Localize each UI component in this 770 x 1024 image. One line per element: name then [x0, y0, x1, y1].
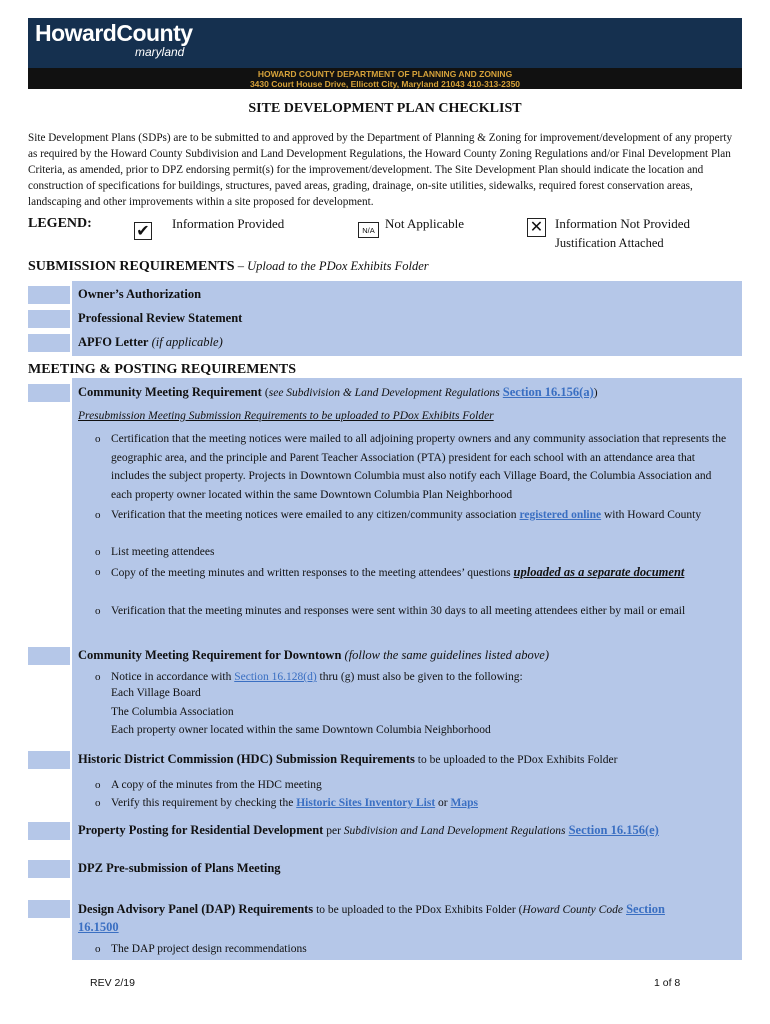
registered-online-link[interactable]: registered online: [519, 509, 602, 521]
hdc-checkbox[interactable]: [28, 751, 70, 769]
apfo-note: (if applicable): [151, 335, 223, 349]
department-band: [28, 68, 742, 89]
apfo-letter-row: APFO Letter (if applicable): [78, 335, 223, 349]
village-board-line: Each Village Board: [111, 687, 201, 699]
legend-justification-text: Justification Attached: [555, 236, 664, 250]
community-meeting-checkbox[interactable]: [28, 384, 70, 402]
county-logo-banner: [28, 18, 742, 68]
separate-document-emphasis: uploaded as a separate document: [513, 565, 685, 579]
section-16-156e-link[interactable]: Section 16.156(e): [568, 823, 659, 837]
section-16-1500-link[interactable]: Section: [626, 902, 665, 916]
downtown-meeting-row: Community Meeting Requirement for Downtown (follow the same guidelines listed above): [78, 648, 550, 662]
minutes-item: Copy of the meeting minutes and written responses to the meeting attendees’ questions uploaded as a separate document: [111, 565, 685, 579]
downtown-meeting-checkbox[interactable]: [28, 647, 70, 665]
hdc-minutes-item: A copy of the minutes from the HDC meeting: [111, 779, 322, 791]
apfo-letter-checkbox[interactable]: [28, 334, 70, 352]
bullet-icon: o: [95, 605, 101, 617]
owners-authorization-label: Owner’s Authorization: [78, 287, 202, 301]
dap-row: Design Advisory Panel (DAP) Requirements to be uploaded to the PDox Exhibits Folder (Howard County Code Section 16.1500: [78, 902, 665, 934]
checkmark-icon: ✔: [136, 223, 150, 240]
owners-authorization-checkbox[interactable]: [28, 286, 70, 304]
bullet-icon: o: [95, 509, 101, 521]
historic-sites-link[interactable]: Historic Sites Inventory List: [296, 797, 436, 809]
downtown-notice-item: Notice in accordance with Section 16.128(d) thru (g) must also be given to the following:: [111, 671, 523, 683]
intro-paragraph: Site Development Plans (SDPs) are to be submitted to and approved by the Department of Planning & Zoning for improvement/development of any property as required by the Howard County Subdivision and Land Development Regulations, the Howard County Zoning Regulations and/or Final Development Plan Criteria, as amended, prior to DPZ endorsing permit(s) for the improvement/development. The Site Development Plan should indicate the location and construction of specifications for buildings, structures, paved areas, grading, drainage, on-site utilities, sidewalks, required forest conservation areas, landscaping and other improvements within a site proposed for development.: [28, 132, 733, 208]
legend-not-provided-text: Information Not Provided: [555, 216, 691, 231]
logo-wordmark: HowardCounty: [35, 20, 193, 46]
maps-link[interactable]: Maps: [450, 797, 478, 809]
dap-checkbox[interactable]: [28, 900, 70, 918]
page-title: SITE DEVELOPMENT PLAN CHECKLIST: [248, 101, 522, 116]
dap-recommendations-item: The DAP project design recommendations: [111, 943, 307, 955]
bullet-icon: o: [95, 671, 101, 683]
section-16-1500-link-cont[interactable]: 16.1500: [78, 920, 119, 934]
certification-item: Certification that the meeting notices were mailed to all adjoining property owners and any community association that represents the geographic area, and the principle and Parent Teacher Association (PTA) president for each school with an attendance area that includes the subject property. Projects in Downtown Columbia must also notify each Village Board, the Columbia Association and each property owner located within the same Downtown Columbia Plan Neighborhood: [111, 433, 727, 501]
review-statement-checkbox[interactable]: [28, 310, 70, 328]
review-statement-label: Professional Review Statement: [78, 311, 243, 325]
minutes-sent-item: Verification that the meeting minutes and responses were sent within 30 days to all meeting attendees either by mail or email: [111, 605, 686, 617]
legend-na-box: [358, 222, 379, 238]
downtown-note: (follow the same guidelines listed above): [344, 648, 550, 662]
property-posting-row: Property Posting for Residential Development per Subdivision and Land Development Regulations Section 16.156(e): [78, 823, 659, 837]
legend-na-text: Not Applicable: [385, 216, 465, 231]
dpz-presubmission-label: DPZ Pre-submission of Plans Meeting: [78, 861, 281, 875]
bullet-icon: o: [95, 943, 101, 955]
submission-heading: SUBMISSION REQUIREMENTS – Upload to the PDox Exhibits Folder: [28, 259, 429, 274]
dpz-presubmission-checkbox[interactable]: [28, 860, 70, 878]
bullet-icon: o: [95, 779, 101, 791]
presubmission-note: Presubmission Meeting Submission Requirements to be uploaded to PDox Exhibits Folder: [78, 410, 494, 422]
department-address: 3430 Court House Drive, Ellicott City, Maryland 21043 410-313-2350: [249, 79, 521, 89]
property-posting-checkbox[interactable]: [28, 822, 70, 840]
hdc-verify-item: Verify this requirement by checking the Historic Sites Inventory List or Maps: [111, 797, 478, 809]
bullet-icon: o: [95, 566, 101, 578]
verification-email-item: Verification that the meeting notices were emailed to any citizen/community association registered online with Howard County: [111, 509, 702, 521]
legend-label: LEGEND:: [28, 216, 92, 231]
property-owner-line: Each property owner located within the same Downtown Columbia Neighborhood: [111, 724, 491, 736]
columbia-association-line: The Columbia Association: [111, 706, 234, 718]
hdc-row: Historic District Commission (HDC) Submission Requirements to be uploaded to the PDox Exhibits Folder: [78, 752, 618, 766]
department-name: HOWARD COUNTY DEPARTMENT OF PLANNING AND ZONING: [257, 69, 513, 79]
meeting-heading: MEETING & POSTING REQUIREMENTS: [28, 362, 296, 377]
community-meeting-row: Community Meeting Requirement (see Subdivision & Land Development Regulations Section 16.156(a)): [78, 385, 598, 399]
legend-provided-text: Information Provided: [172, 216, 285, 231]
attendees-item: List meeting attendees: [111, 546, 215, 558]
page-number: 1 of 8: [654, 977, 681, 989]
section-16-128d-link[interactable]: Section 16.128(d): [234, 671, 317, 683]
legend-x-box: [527, 218, 546, 237]
bullet-icon: o: [95, 797, 101, 809]
x-mark-icon: ✕: [529, 218, 544, 236]
section-16-156a-link[interactable]: Section 16.156(a): [502, 385, 594, 399]
logo-subtitle: maryland: [135, 45, 185, 59]
bullet-icon: o: [95, 433, 101, 445]
bullet-icon: o: [95, 546, 101, 558]
legend-check-box: [134, 222, 152, 240]
na-icon: N/A: [362, 225, 375, 235]
revision-label: REV 2/19: [90, 977, 135, 989]
submission-heading-note: Upload to the PDox Exhibits Folder: [247, 259, 429, 273]
